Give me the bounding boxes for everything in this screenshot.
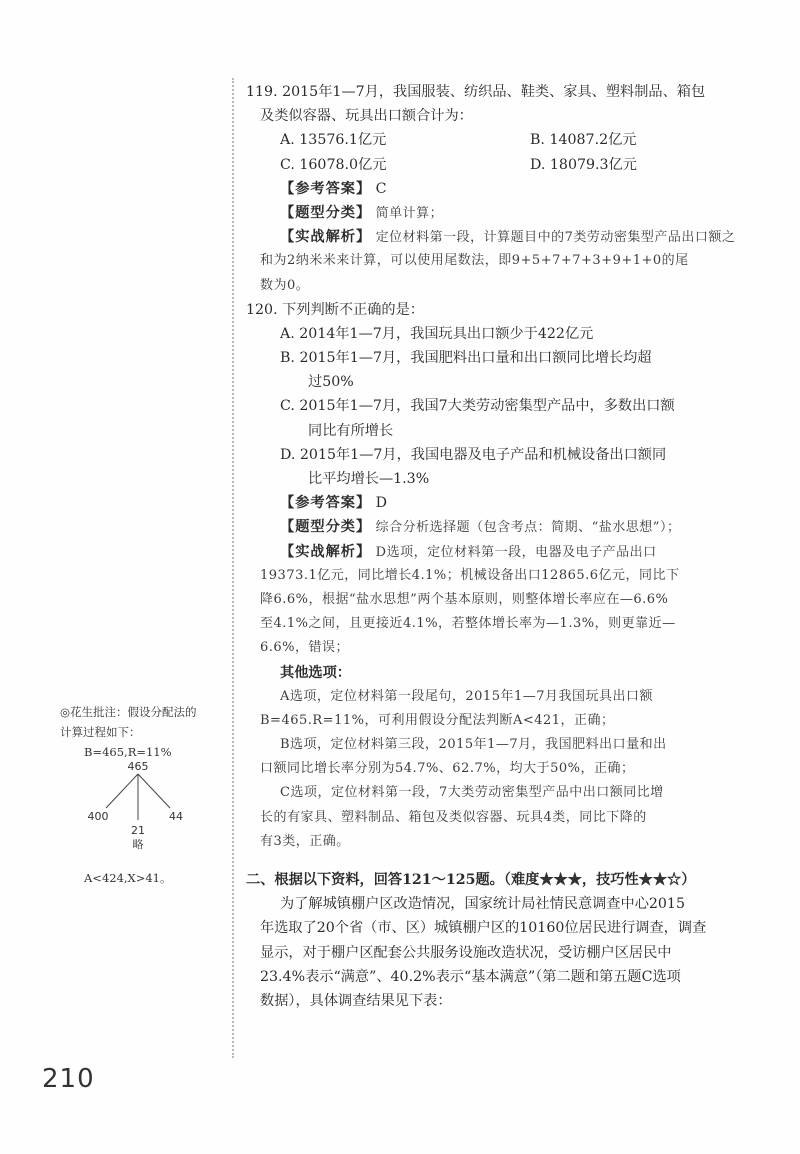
section2-para-line4: 23.4%表示“满意”、40.2%表示“基本满意”（第二题和第五题C选项 (260, 968, 681, 985)
answer-tag: 【参考答案】 (280, 180, 372, 197)
q119-options (246, 128, 746, 176)
q120-analysis-line1: D选项，定位材料第一段，电器及电子产品出口 (375, 544, 657, 560)
q119-stem-line2: 及类似容器、玩具出口额合计为： (260, 108, 473, 125)
q119-option-a: A. 13576.1亿元 (280, 132, 387, 149)
q119-analysis-row (246, 225, 746, 249)
other-a-line2: B=465.R=11%，可利用假设分配法判断A<421，正确； (260, 712, 615, 728)
sidebar-line3: B=465,R=11% (84, 745, 172, 759)
q120-answer-row (246, 491, 746, 515)
type-tag: 【题型分类】 (280, 519, 372, 536)
q120-option-c-line2: 同比有所增长 (308, 422, 394, 439)
q120-option-b-line2: 过50% (308, 374, 354, 391)
q119-stem-line1: 119. 2015年1—7月，我国服装、纺织品、鞋类、家具、塑料制品、箱包 (246, 84, 706, 100)
q119-analysis-line1: 定位材料第一段，计算题目中的7类劳动密集型产品出口额之 (375, 230, 736, 246)
other-options-heading: 其他选项： (280, 664, 351, 681)
q120-analysis-line2: 19373.1亿元，同比增长4.1%；机械设备出口12865.6亿元，同比下 (260, 567, 680, 583)
section2-heading-close: ） (681, 872, 696, 888)
other-b-line1: B选项，定位材料第三段，2015年1—7月，我国肥料出口量和出 (280, 737, 667, 753)
q120-analysis-line5: 6.6%，错误； (260, 640, 350, 656)
q120-answer: D (375, 495, 388, 512)
other-b-line2: 口额同比增长率分别为54.7%、62.7%，均大于50%，正确； (260, 761, 635, 777)
tree-top-value: 465 (127, 760, 149, 773)
other-c-line2: 长的有家具、塑料制品、箱包及类似容器、玩具4类，同比下降的 (260, 809, 647, 825)
section2-para-line3: 显示，对于棚户区配套公共服务设施改造状况，受访棚户区居民中 (260, 944, 672, 961)
q119-answer: C (375, 180, 387, 197)
q120-analysis-line4: 至4.1%之间，且更接近4.1%，若整体增长率为—1.3%，则更靠近— (260, 616, 676, 632)
tree-branch-left (106, 774, 138, 808)
section2-para-line5: 数据），具体调查结果见下表： (260, 992, 452, 1009)
q120-type-row (246, 515, 746, 539)
q119-analysis-line3: 数为0。 (260, 277, 310, 293)
page-number: 210 (42, 1064, 95, 1094)
tree-mid-label: 略 (132, 838, 144, 851)
main-text-column (246, 80, 746, 1013)
q119-analysis-line2: 和为2纳米米来计算，可以使用尾数法，即9+5+7+7+3+9+1+0的尾 (260, 253, 689, 269)
type-tag: 【题型分类】 (280, 204, 372, 221)
section-gap (246, 854, 746, 868)
tree-left-value: 400 (87, 810, 109, 823)
q120-option-a: A. 2014年1—7月，我国玩具出口额少于422亿元 (280, 325, 594, 342)
q120-analysis-row (246, 540, 746, 564)
sidebar-line4: A<424,X>41。 (84, 871, 172, 885)
sidebar-line2: 计算过程如下： (60, 725, 141, 739)
q120-option-b-line1: B. 2015年1—7月，我国肥料出口量和出口额同比增长均超 (280, 350, 652, 367)
q120-analysis-line3: 降6.6%，根据“盐水思想”两个基本原则，则整体增长率应在—6.6% (260, 591, 669, 607)
analysis-tag: 【实战解析】 (280, 543, 372, 560)
q119-option-c: C. 16078.0亿元 (280, 156, 387, 173)
other-c-line3: 有3类，正确。 (260, 833, 350, 849)
q119-type-row (246, 201, 746, 225)
section2-para-line1: 为了解城镇棚户区改造情况，国家统计局社情民意调查中心2015 (280, 896, 685, 913)
section2-heading (246, 868, 746, 892)
q119-answer-row (246, 177, 746, 201)
q119-type: 简单计算； (375, 205, 444, 221)
q120-option-c-line1: C. 2015年1—7月，我国7大类劳动密集型产品中，多数出口额 (280, 398, 675, 415)
other-a-line1: A选项，定位材料第一段尾句，2015年1—7月我国玩具出口额 (280, 688, 654, 704)
skill-stars: ★★☆ (638, 872, 682, 888)
analysis-tag: 【实战解析】 (280, 229, 372, 246)
tree-branch-right (138, 774, 170, 808)
q120-stem: 120. 下列判断不正确的是： (246, 301, 424, 318)
answer-tag: 【参考答案】 (280, 495, 372, 512)
q119-option-d: D. 18079.3亿元 (530, 156, 637, 173)
q120-option-d-line1: D. 2015年1—7月，我国电器及电子产品和机械设备出口额同 (280, 446, 667, 463)
section2-heading-text: 二、根据以下资料，回答121～125题。（难度 (246, 872, 540, 888)
q120-type: 综合分析选择题（包含考点：简期、“盐水思想”）； (375, 520, 681, 536)
margin-dotted-rule (232, 78, 236, 1058)
tree-right-value: 44 (169, 810, 183, 823)
difficulty-stars: ★★★ (539, 872, 582, 888)
other-c-line1: C选项，定位材料第一段，7大类劳动密集型产品中出口额同比增 (280, 785, 664, 801)
q120-option-d-line2: 比平均增长—1.3% (308, 471, 430, 487)
sidebar-annotation (60, 702, 220, 762)
tree-mid-value: 21 (131, 824, 145, 837)
q119-option-b: B. 14087.2亿元 (530, 132, 637, 149)
allocation-tree-diagram (78, 758, 198, 863)
sidebar-footer (60, 868, 220, 888)
sidebar-line1: ◎花生批注：假设分配法的 (60, 705, 197, 719)
section2-heading-mid: ，技巧性 (581, 872, 639, 888)
section2-para-line2: 年选取了20个省（市、区）城镇棚户区的10160位居民进行调查，调查 (260, 920, 707, 937)
